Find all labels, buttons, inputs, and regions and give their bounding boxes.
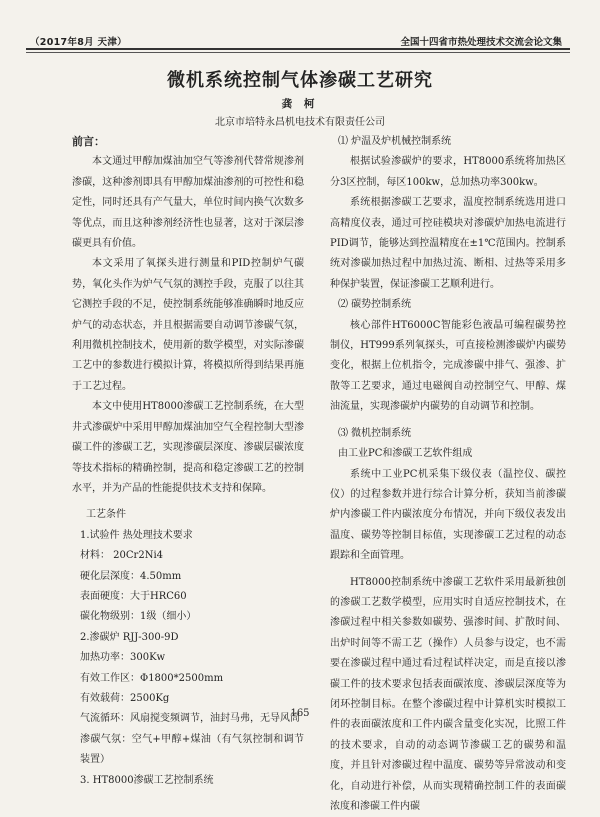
condition-item-2: 材料： 20Cr2Ni4 <box>80 550 164 562</box>
condition-item-8: 有效工作区：Φ1800*2500mm <box>80 672 224 684</box>
section-2-paragraph-1: 核心部件HT6000C智能彩色液晶可编程碳势控制仪，HT999系列氧探头，可直接检测渗碳炉内碳势变化，根据上位机指令，完成渗碳中排气、强渗、扩散等工艺要求，通过电磁阀自动控制空气、甲醇、煤油流量，实现渗碳炉内碳势的自动调节和控制。 <box>330 319 566 413</box>
author-affiliation: 北京市培特永昌机电技术有限责任公司 <box>215 117 385 128</box>
section-3-paragraph-1: 系统中工业PC机采集下级仪表（温控仪、碳控仪）的过程参数并进行综合计算分析，获知当前渗碳炉内渗碳工件内碳浓度分布情况，并向下级仪表发出温度、碳势等控制目标值，实现渗碳工艺过程的动态跟踪和全面管理。 <box>330 468 566 562</box>
condition-item-7: 加热功率：300Kw <box>80 652 166 664</box>
header-rule-thin <box>26 52 570 53</box>
condition-item-11: 渗碳气氛：空气+甲醇+煤油（有气氛控制和调节装置） <box>80 733 304 766</box>
section-1-heading: ⑴ 炉温及炉机械控制系统 <box>338 136 452 147</box>
preface-heading: 前言： <box>72 135 105 148</box>
author-name: 龚 柯 <box>281 98 319 110</box>
running-header-left: （2017年8月 天津） <box>30 37 127 48</box>
section-1-paragraph-1: 根据试验渗碳炉的要求，HT8000系统将加热区分3区控制，每区100kw，总加热功率300kw。 <box>330 156 566 188</box>
section-3-paragraph-2: HT8000控制系统中渗碳工艺软件采用最新独创的渗碳工艺数学模型，应用实时自适应控制技术，在渗碳过程中相关参数如碳势、强渗时间、扩散时间、出炉时间等不需工艺（操作）人员参与设定，也不需要在渗碳过程中通过看过程试样决定，而是直接以渗碳工件的技术要求包括表面碳浓度、渗碳层深度等为闭环控制目标。在整个渗碳过程中计算机实时模拟工件的表面碳浓度和工件内碳含量变化实况，比照工件的技术要求，自动的动态调节渗碳工艺的碳势和温度，并且针对渗碳过程中温度、碳势等异常波动和变化，自动进行补偿，从而实现精确控制工件的表面碳浓度和渗碳工件内碳 <box>330 576 566 812</box>
section-1-paragraph-2: 系统根据渗碳工艺要求，温度控制系统选用进口高精度仪表，通过可控硅模块对渗碳炉加热电流进行PID调节，能够达到控温精度在±1℃范围内。控制系统对渗碳加热过程中加热过流、断相、过热等采用多种保护装置，保证渗碳工艺顺利进行。 <box>330 197 566 290</box>
page-number: 165 <box>290 708 310 719</box>
condition-item-4: 表面硬度：大于HRC60 <box>80 590 187 602</box>
condition-item-1: 1.试验件 热处理技术要求 <box>80 529 193 541</box>
condition-item-3: 硬化层深度：4.50mm <box>80 570 182 582</box>
preface-paragraph-2: 本文采用了氧探头进行测量和PID控制炉气碳势，氧化头作为炉气气氛的测控手段，克服了以往其它测控手段的不足，使控制系统能够准确瞬时地反应炉气的动态状态，并且根据需要自动调节渗碳气氛，利用微机控制技术，使用新的数学模型，对实际渗碳工艺中的参数进行模拟计算，将模拟所得到结果再施于工艺过程。 <box>72 258 304 392</box>
condition-item-6: 2.渗碳炉 RJJ-300-9D <box>80 631 179 643</box>
condition-item-5: 碳化物级别：1级（细小） <box>80 611 197 623</box>
paper-title: 微机系统控制气体渗碳工艺研究 <box>167 70 433 91</box>
preface-paragraph-3: 本文中使用HT8000渗碳工艺控制系统，在大型井式渗碳炉中采用甲醇加煤油加空气全程控制大型渗碳工件的渗碳工艺，实现渗碳层深度、渗碳层碳浓度等技术指标的精确控制，提高和稳定渗碳工艺的控制水平，并为产品的性能提供技术支持和保障。 <box>72 401 304 494</box>
left-column <box>72 132 304 791</box>
running-header-right: 全国十四省市热处理技术交流会论文集 <box>400 37 562 48</box>
preface-paragraph-1: 本文通过甲醇加煤油加空气等渗剂代替常规渗剂渗碳，这种渗剂即具有甲醇加煤油渗剂的可控性和稳定性，同时还具有产气量大，单位时间内换气次数多等优点，而且这种渗剂经济性也显著，这对于深层渗碳更具有价值。 <box>72 156 304 250</box>
section-2-heading: ⑵ 碳势控制系统 <box>338 299 412 311</box>
condition-item-9: 有效载荷：2500Kg <box>80 692 170 704</box>
conditions-heading: 工艺条件 <box>86 509 126 521</box>
section-3-heading: ⑶ 微机控制系统 <box>338 427 412 439</box>
section-3-subheading: 由工业PC和渗碳工艺软件组成 <box>338 448 473 460</box>
header-rule-thick <box>26 48 570 50</box>
condition-item-12: 3. HT8000渗碳工艺控制系统 <box>80 774 214 786</box>
condition-item-10: 气流循环：风扇搅变频调节，油封马弗，无导风筒 <box>80 713 300 725</box>
